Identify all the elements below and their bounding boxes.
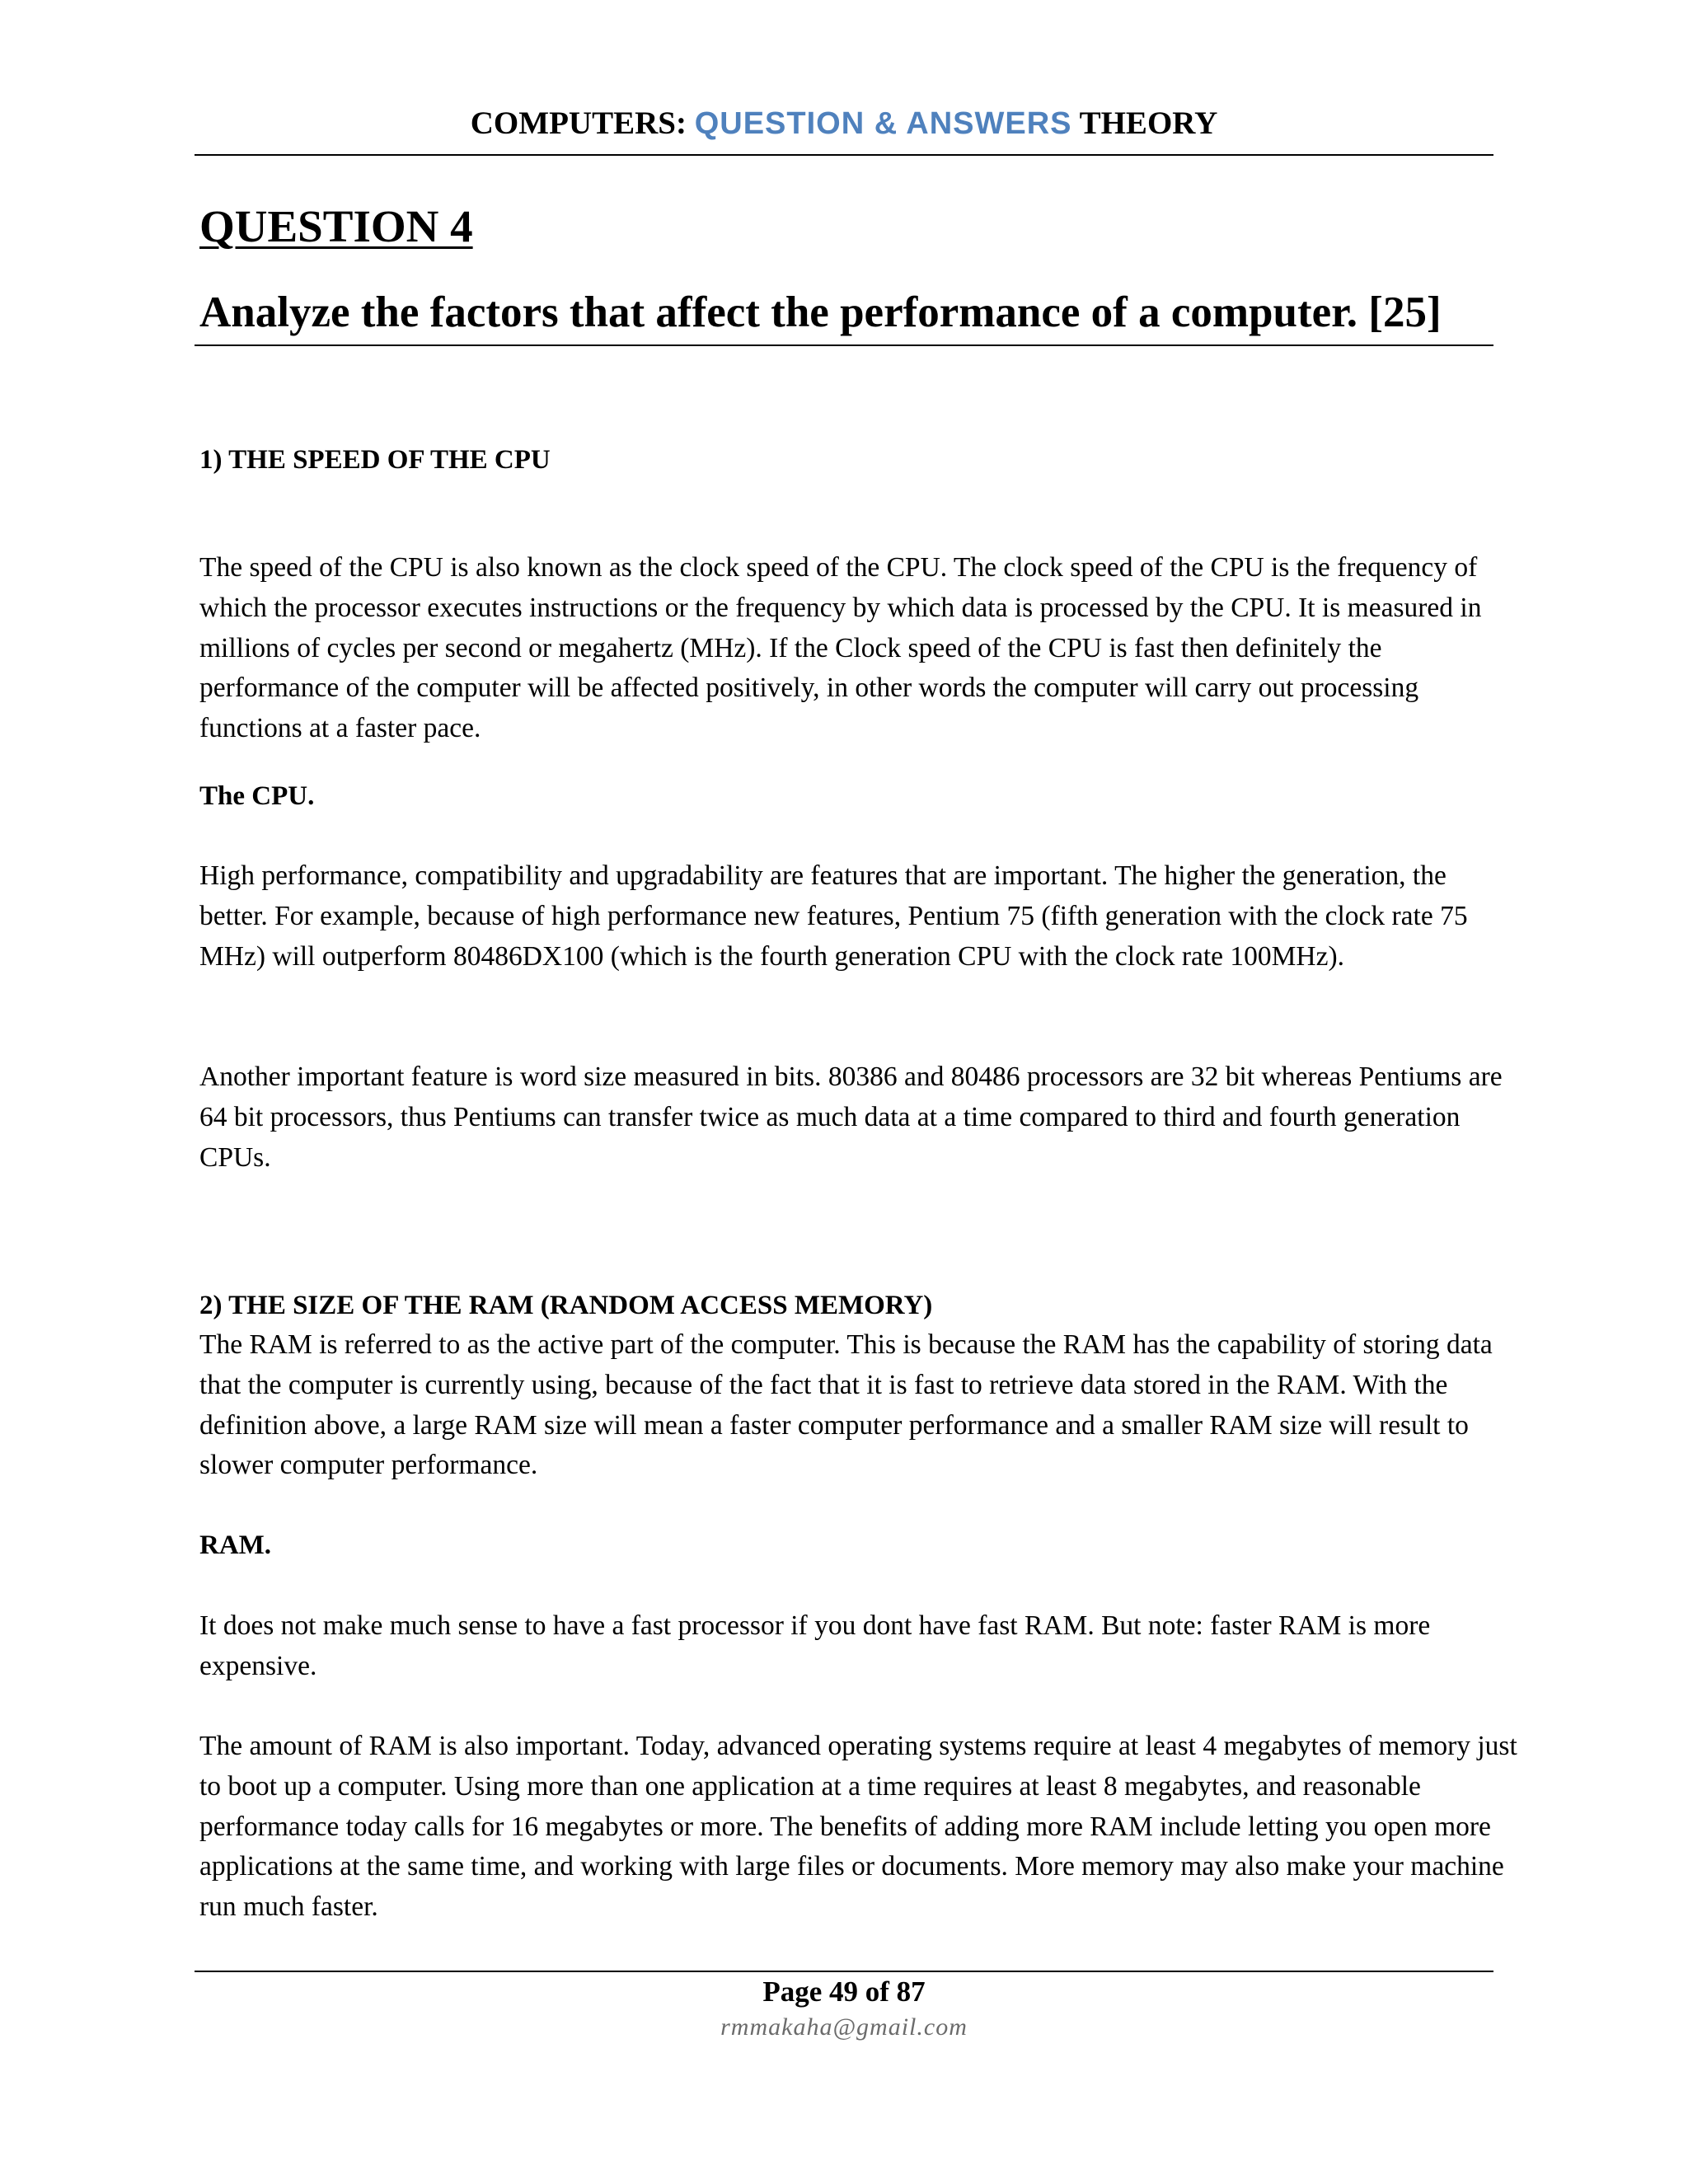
ram-paragraph-3: The amount of RAM is also important. Today, advanced operating systems require at least 4 megabytes of memory just to boot up a computer. Using more than one application at a time requires at least 8 megabytes, and reasonable performance today calls for 16 megabytes or more. The benefits of adding more RAM include letting you open more applications at the same time, and working with large files or documents. More memory may also make your machine run much faster. (199, 1731, 1517, 1923)
section-heading-cpu: 1) THE SPEED OF THE CPU (199, 445, 551, 475)
header-title-accent: QUESTION & ANSWERS (694, 106, 1072, 141)
cpu-paragraph-2: High performance, compatibility and upgradability are features that are important. The higher the generation, the better. For example, because of high performance new features, Pentium 75 (fifth generation with the clock rate 75 MHz) will outperform 80486DX100 (which is the fourth generation CPU with the clock rate 100MHz). (199, 860, 1468, 972)
cpu-subheading: The CPU. (199, 781, 315, 811)
question-rule (195, 344, 1493, 346)
ram-paragraph-2: It does not make much sense to have a fast processor if you dont have fast RAM. But note: faster RAM is more expensive. (199, 1610, 1431, 1681)
header-suffix: THEORY (1079, 105, 1218, 141)
ram-paragraph-1: The RAM is referred to as the active part of the computer. This is because the RAM has the capability of storing data that the computer is currently using, because of the fact that it is fast to retrieve data stored in the RAM. With the definition above, a large RAM size will mean a faster computer performance and a smaller RAM size will result to slower computer performance. (199, 1329, 1493, 1481)
section-heading-ram: 2) THE SIZE OF THE RAM (RANDOM ACCESS MEMORY) (199, 1291, 933, 1320)
footer-rule (195, 1971, 1493, 1972)
header-rule (195, 154, 1493, 156)
page-number: Page 49 of 87 (762, 1975, 926, 2008)
cpu-paragraph-3: Another important feature is word size measured in bits. 80386 and 80486 processors are 32 bit whereas Pentiums are 64 bit processors, thus Pentiums can transfer twice as much data at a time compared to third and fourth generation CPUs. (199, 1062, 1503, 1173)
question-prompt: Analyze the factors that affect the performance of a computer. [25] (199, 288, 1442, 336)
cpu-paragraph-1: The speed of the CPU is also known as the clock speed of the CPU. The clock speed of the CPU is the frequency of which the processor executes instructions or the frequency by which data is processed by the CPU. It is measured in millions of cycles per second or megahertz (MHz). If the Clock speed of the CPU is fast then definitely the performance of the computer will be affected positively, in other words the computer will carry out processing functions at a faster pace. (199, 552, 1482, 744)
question-title: QUESTION 4 (199, 201, 473, 251)
footer-email: rmmakaha@gmail.com (720, 2013, 968, 2041)
running-header (195, 101, 1493, 147)
header-subject: COMPUTERS: (470, 105, 687, 141)
ram-subheading: RAM. (199, 1530, 272, 1560)
